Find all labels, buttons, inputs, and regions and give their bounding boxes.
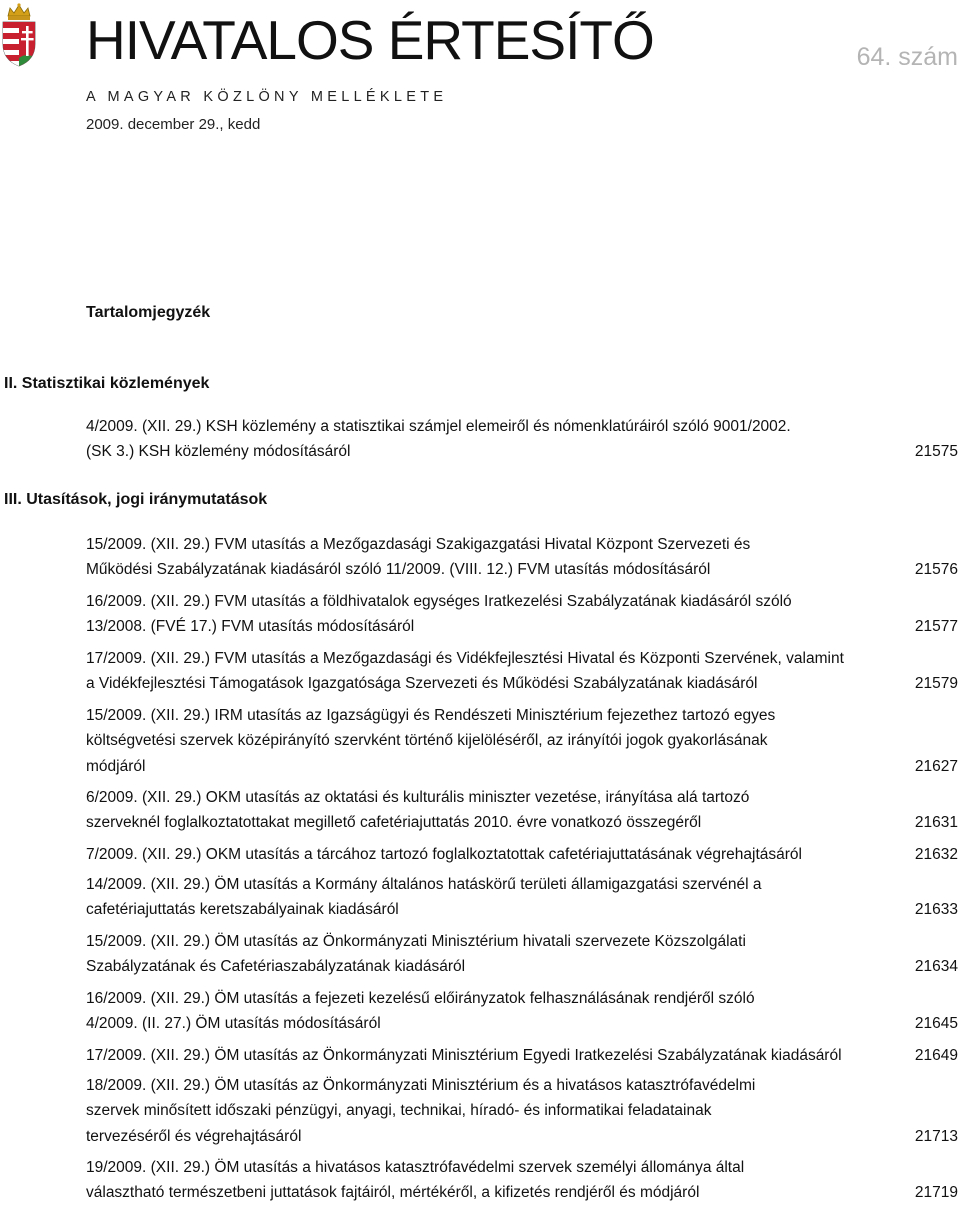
toc-entry-page-number: 21634: [914, 958, 958, 976]
toc-entry-page-number: 21649: [914, 1047, 958, 1064]
toc-entry-page-number: 21631: [914, 814, 958, 832]
toc-entry-text-line: 13/2008. (FVÉ 17.) FVM utasítás módosításáról 21577: [86, 614, 960, 639]
toc-entry-page-number: 21575: [914, 443, 958, 461]
toc-entry-text-line: 18/2009. (XII. 29.) ÖM utasítás az Önkormányzati Minisztérium és a hivatásos katasztrófavédelmi: [86, 1077, 756, 1094]
toc-entry-text-line: választható természetbeni juttatások fajtáiról, mértékéről, a kifizetés rendjéről és módjáról 21719: [86, 1180, 960, 1205]
toc-entry-text-line: 4/2009. (II. 27.) ÖM utasítás módosításáról 21645: [86, 1011, 960, 1036]
toc-entry-text-line: szervek minősített időszaki pénzügyi, anyagi, technikai, híradó- és informatikai feladatainak: [86, 1102, 712, 1120]
toc-entry-text-line: 6/2009. (XII. 29.) OKM utasítás az oktatási és kulturális miniszter vezetése, irányítása alá tartozó: [86, 789, 750, 806]
toc-entry[interactable]: [86, 872, 960, 923]
toc-entry-text-line: szerveknél foglalkoztatottakat megillető cafetériajuttatás 2010. évre vonatkozó összegéről 21631: [86, 810, 960, 835]
toc-entry-page-number: 21633: [914, 901, 958, 919]
toc-entry-text-line: módjáról 21627: [86, 754, 960, 779]
toc-entry[interactable]: [86, 1155, 960, 1206]
toc-entry[interactable]: [86, 929, 960, 980]
toc-entry-page-number: 21713: [914, 1127, 958, 1145]
toc-entry[interactable]: [86, 589, 960, 640]
toc-entry-page-number: 21579: [914, 675, 958, 693]
toc-entry-text-line: 16/2009. (XII. 29.) ÖM utasítás a fejezeti kezelésű előirányzatok felhasználásának rendjéről szóló: [86, 990, 755, 1007]
toc-entry[interactable]: [86, 986, 960, 1037]
toc-entry-text-line: Szabályzatának és Cafetériaszabályzatának kiadásáról 21634: [86, 954, 960, 979]
toc-entry-text-line: 15/2009. (XII. 29.) FVM utasítás a Mezőgazdasági Szakigazgatási Hivatal Központ Szervezeti és: [86, 536, 751, 553]
toc-entry[interactable]: [86, 646, 960, 697]
publication-title: HIVATALOS ÉRTESÍTŐ: [86, 9, 654, 71]
toc-entry-text-line: (SK 3.) KSH közlemény módosításáról 21575: [86, 439, 960, 464]
hungarian-coat-of-arms-icon: [0, 2, 38, 68]
toc-entry[interactable]: [86, 414, 960, 465]
toc-entry-text-line: költségvetési szervek középirányító szervként történő kijelöléséről, az irányítói jogok gyakorlásának: [86, 732, 768, 750]
publication-date: 2009. december 29., kedd: [86, 116, 261, 133]
toc-entry-page-number: 21627: [914, 757, 958, 775]
toc-section-heading: II. Statisztikai közlemények: [4, 375, 210, 392]
toc-entry[interactable]: [86, 1073, 960, 1149]
toc-entry-page-number: 21577: [914, 618, 958, 636]
toc-entry-text-line: 17/2009. (XII. 29.) FVM utasítás a Mezőgazdasági és Vidékfejlesztési Hivatal és Központi Szervének, valamint: [86, 650, 844, 667]
toc-entry[interactable]: [86, 1043, 960, 1068]
toc-entry-text-line: 15/2009. (XII. 29.) ÖM utasítás az Önkormányzati Minisztérium hivatali szervezete Közszolgálati: [86, 933, 746, 950]
toc-entry-text-line: 14/2009. (XII. 29.) ÖM utasítás a Kormány általános hatáskörű területi államigazgatási szervénél a: [86, 876, 762, 893]
issue-number: 64. szám: [856, 43, 958, 71]
toc-entry-page-number: 21576: [914, 561, 958, 579]
toc-entry[interactable]: [86, 785, 960, 836]
toc-entry-text-line: 7/2009. (XII. 29.) OKM utasítás a tárcához tartozó foglalkoztatottak cafetériajuttatásának végrehajtásáról 21632: [86, 842, 960, 867]
toc-section-heading: III. Utasítások, jogi iránymutatások: [4, 491, 268, 508]
toc-entry-text-line: 4/2009. (XII. 29.) KSH közlemény a statisztikai számjel elemeiről és nómenklatúráiról szóló 9001/2002.: [86, 418, 791, 435]
toc-entry-text-line: cafetériajuttatás keretszabályainak kiadásáról 21633: [86, 897, 960, 922]
toc-entry-text-line: 15/2009. (XII. 29.) IRM utasítás az Igazságügyi és Rendészeti Minisztérium fejezethez tartozó egyes: [86, 707, 776, 724]
toc-entry-text-line: tervezéséről és végrehajtásáról 21713: [86, 1124, 960, 1149]
toc-entry-page-number: 21645: [914, 1015, 958, 1033]
toc-entry-text-line: 17/2009. (XII. 29.) ÖM utasítás az Önkormányzati Minisztérium Egyedi Iratkezelési Szabályzatának kiadásáról 21649: [86, 1043, 960, 1068]
toc-entry-page-number: 21632: [914, 846, 958, 863]
toc-title: Tartalomjegyzék: [86, 304, 211, 321]
toc-entry[interactable]: [86, 842, 960, 867]
toc-entry[interactable]: [86, 532, 960, 583]
toc-entry-text-line: 16/2009. (XII. 29.) FVM utasítás a földhivatalok egységes Iratkezelési Szabályzatának kiadásáról szóló: [86, 593, 792, 610]
toc-entry[interactable]: [86, 703, 960, 779]
toc-entry-text-line: a Vidékfejlesztési Támogatások Igazgatósága Szervezeti és Működési Szabályzatának kiadásáról 21579: [86, 671, 960, 696]
publication-subtitle: A MAGYAR KÖZLÖNY MELLÉKLETE: [86, 89, 448, 105]
toc-entry-text-line: Működési Szabályzatának kiadásáról szóló 11/2009. (VIII. 12.) FVM utasítás módosításáról 21576: [86, 557, 960, 582]
toc-entry-page-number: 21719: [914, 1184, 958, 1202]
toc-entry-text-line: 19/2009. (XII. 29.) ÖM utasítás a hivatásos katasztrófavédelmi szervek személyi állománya által: [86, 1159, 745, 1176]
